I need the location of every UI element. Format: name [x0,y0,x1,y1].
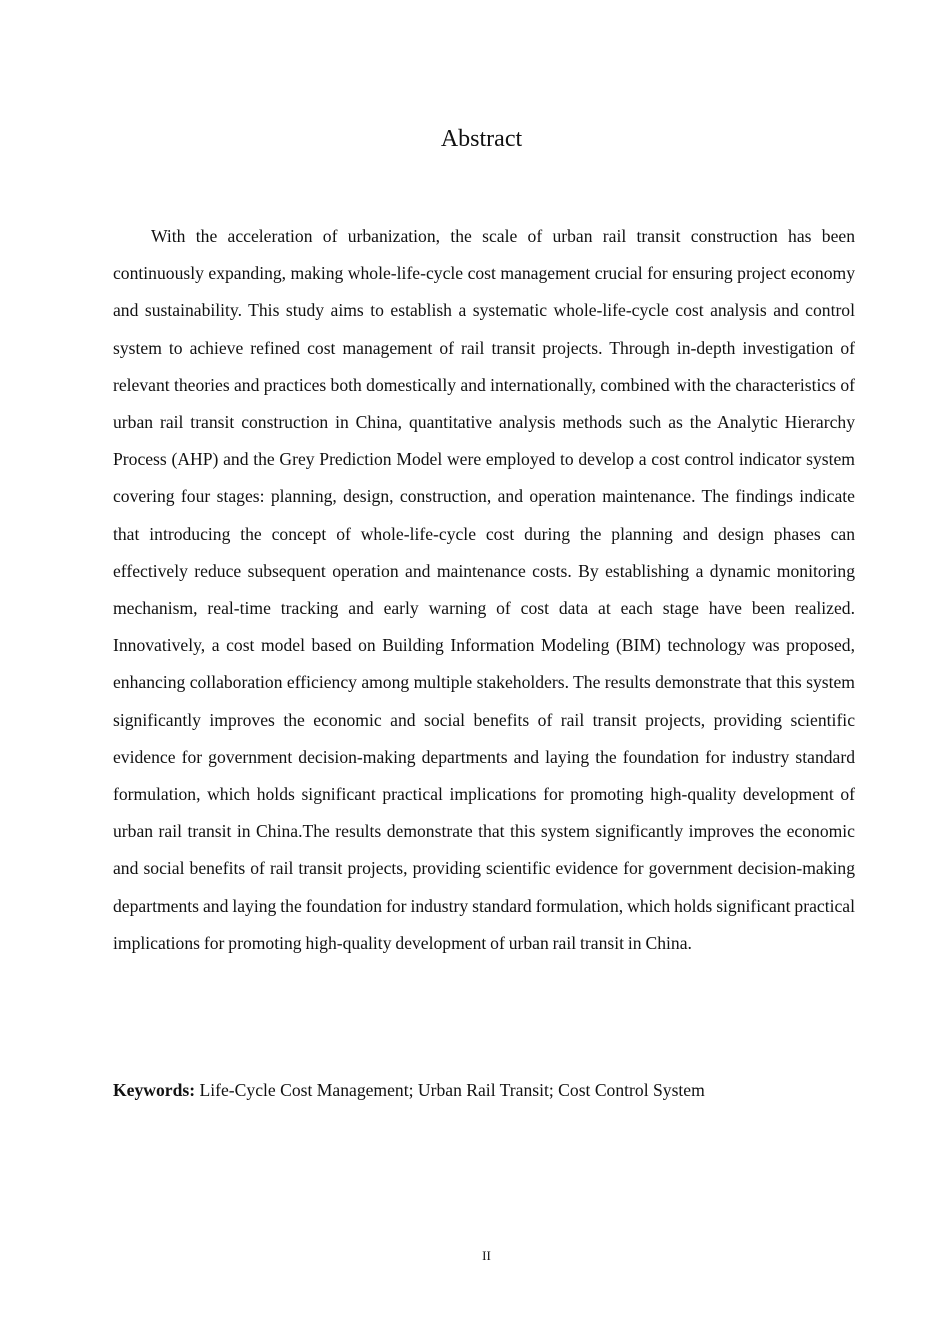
keywords-line [113,1072,855,1109]
keywords-label: Keywords: [113,1080,196,1100]
abstract-body-paragraph: With the acceleration of urbanization, the scale of urban rail transit construction has been continuously expanding, making whole-life-cycle cost management crucial for ensuring project economy and sustainability. This study aims to establish a systematic whole-life-cycle cost analysis and control system to achieve refined cost management of rail transit projects. Through in-depth investigation of relevant theories and practices both domestically and internationally, combined with the characteristics of urban rail transit construction in China, quantitative analysis methods such as the Analytic Hierarchy Process (AHP) and the Grey Prediction Model were employed to develop a cost control indicator system covering four stages: planning, design, construction, and operation maintenance. The findings indicate that introducing the concept of whole-life-cycle cost during the planning and design phases can effectively reduce subsequent operation and maintenance costs. By establishing a dynamic monitoring mechanism, real-time tracking and early warning of cost data at each stage have been realized. Innovatively, a cost model based on Building Information Modeling (BIM) technology was proposed, enhancing collaboration efficiency among multiple stakeholders. The results demonstrate that this system significantly improves the economic and social benefits of rail transit projects, providing scientific evidence for government decision-making departments and laying the foundation for industry standard formulation, which holds significant practical implications for promoting high-quality development of urban rail transit in China.The results demonstrate that this system significantly improves the economic and social benefits of rail transit projects, providing scientific evidence for government decision-making departments and laying the foundation for industry standard formulation, which holds significant practical implications for promoting high-quality development of urban rail transit in China. [113,226,855,953]
page-title: Abstract [440,126,523,152]
page-number: II [482,1248,491,1263]
keywords-text: Life-Cycle Cost Management; Urban Rail Transit; Cost Control System [199,1080,705,1100]
